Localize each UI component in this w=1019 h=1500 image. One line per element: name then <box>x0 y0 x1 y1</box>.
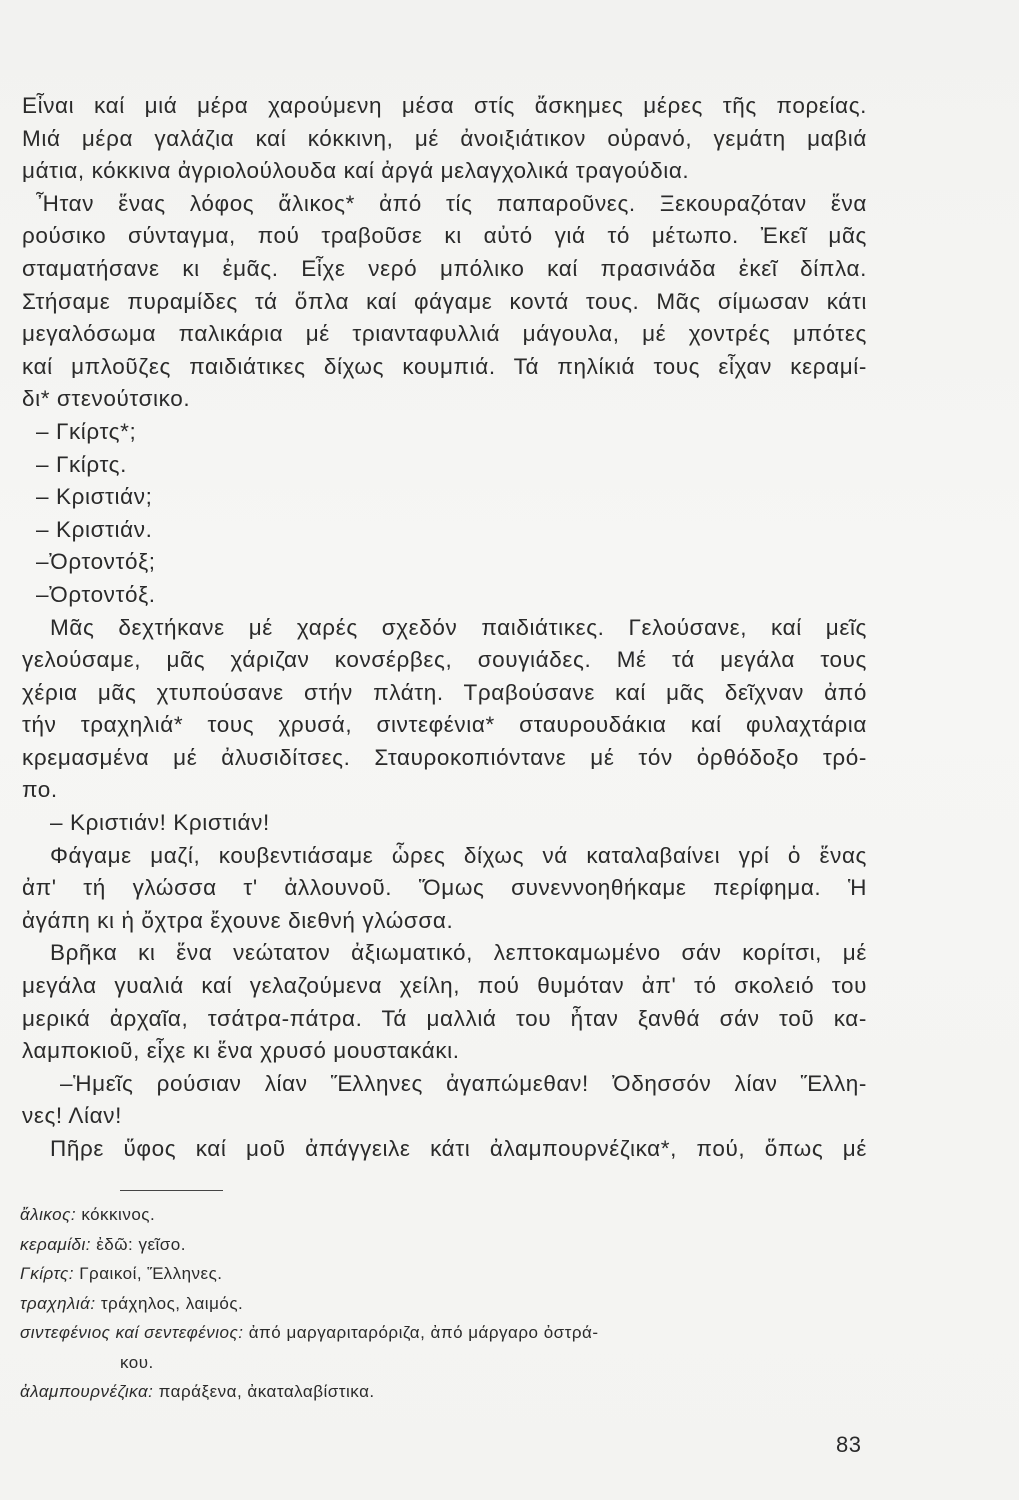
text-line: λαμποκιοῦ, εἶχε κι ἕνα χρυσό μουστακάκι. <box>22 1038 460 1064</box>
footnote-term: σιντεφένιος καί σεντεφένιος: <box>20 1323 244 1342</box>
footnote-continuation <box>20 1348 880 1378</box>
text-line: μερικά ἀρχαῖα, τσάτρα-πάτρα. Τά μαλλιά του ἦταν ξανθά σάν τοῦ κα- <box>22 1005 867 1031</box>
text-line: Πῆρε ὕφος καί μοῦ ἀπάγγειλε κάτι ἀλαμπουρνέζικα*, πού, ὅπως μέ <box>50 1136 867 1161</box>
footnote-term: κεραμίδι: <box>20 1234 91 1254</box>
text-line: μεγάλα γυαλιά καί γελαζούμενα χείλη, πού θυμόταν ἀπ' τό σκολειό του <box>22 973 867 999</box>
dialogue-line: –Ὀρτοντόξ. <box>36 581 156 607</box>
footnote-term: τραχηλιά: <box>20 1293 96 1313</box>
text-line: μεγαλόσωμα παλικάρια μέ τριανταφυλλιά μάγουλα, μέ χοντρές μπότες <box>22 321 867 347</box>
footnote <box>20 1230 880 1260</box>
text-line: ἀπ' τή γλώσσα τ' ἀλλουνοῦ. Ὅμως συνεννοηθήκαμε περίφημα. Ἡ <box>22 875 867 901</box>
footnote-term: ἀλαμπουρνέζικα: <box>20 1382 154 1401</box>
text-line: Μᾶς δεχτήκανε μέ χαρές σχεδόν παιδιάτικες. Γελούσανε, καί μεῖς <box>50 614 867 640</box>
text-line: Βρῆκα κι ἕνα νεώτατον ἀξιωματικό, λεπτοκαμωμένο σάν κορίτσι, μέ <box>50 940 867 966</box>
footnote-definition: κου. <box>120 1352 154 1372</box>
text-line: τήν τραχηλιά* τους χρυσά, σιντεφένια* σταυρουδάκια καί φυλαχτάρια <box>22 712 867 738</box>
page-number: 83 <box>836 1432 862 1457</box>
text-line: μάτια, κόκκινα ἀγριολούλουδα καί ἀργά μελαγχολικά τραγούδια. <box>22 158 690 184</box>
text-line: Μιά μέρα γαλάζια καί κόκκινη, μέ ἀνοιξιάτικον οὐρανό, γεμάτη μαβιά <box>22 125 867 151</box>
text-line: Εἶναι καί μιά μέρα χαρούμενη μέσα στίς ἄσκημες μέρες τῆς πορείας. <box>22 93 867 118</box>
footnote-definition: παράξενα, ἀκαταλαβίστικα. <box>158 1382 375 1401</box>
dialogue-line: – Κριστιάν; <box>36 484 153 510</box>
text-line: σταματήσανε κι ἐμᾶς. Εἶχε νερό μπόλικο καί πρασινάδα ἐκεῖ δίπλα. <box>22 255 867 281</box>
main-text <box>22 90 867 1166</box>
dialogue-line: – Γκίρτς. <box>36 451 127 477</box>
text-line: καί μπλοῦζες παιδιάτικες δίχως κουμπιά. Τά πηλίκιά τους εἶχαν κεραμί- <box>22 353 867 379</box>
dialogue-line: – Γκίρτς*; <box>36 418 137 444</box>
text-line: κρεμασμένα μέ ἀλυσιδίτσες. Σταυροκοπιόντανε μέ τόν ὀρθόδοξο τρό- <box>22 744 867 770</box>
dialogue-line: – Κριστιάν. <box>36 516 153 542</box>
dialogue-line: –Ὀρτοντόξ; <box>36 549 156 575</box>
footnote <box>20 1200 880 1230</box>
text-line: Ἦταν ἕνας λόφος ἄλικος* ἀπό τίς παπαροῦνες. Ξεκουραζόταν ἕνα <box>36 190 867 216</box>
footnote <box>20 1289 880 1319</box>
footnote <box>20 1318 880 1348</box>
footnote-definition: Γραικοί, Ἕλληνες. <box>79 1264 223 1283</box>
text-line: χέρια μᾶς χτυπούσανε στήν πλάτη. Τραβούσανε καί μᾶς δεῖχναν ἀπό <box>22 679 867 705</box>
footnote <box>20 1377 880 1407</box>
text-line: ρούσικο σύνταγμα, πού τραβοῦσε κι αὐτό γιά τό μέτωπο. Ἐκεῖ μᾶς <box>22 223 867 249</box>
footnote-term: Γκίρτς: <box>20 1264 74 1283</box>
footnote-divider <box>120 1190 223 1191</box>
footnote-definition: ἐδῶ: γεῖσο. <box>96 1234 186 1254</box>
footnote-definition: κόκκινος. <box>81 1205 156 1224</box>
text-line: ἀγάπη κι ἡ ὄχτρα ἔχουνε διεθνή γλώσσα. <box>22 907 454 933</box>
footnote-definition: ἀπό μαργαριταρόριζα, ἀπό μάργαρο ὀστρά- <box>248 1323 599 1342</box>
footnote-definition: τράχηλος, λαιμός. <box>100 1293 244 1313</box>
text-line: Στήσαμε πυραμίδες τά ὅπλα καί φάγαμε κοντά τους. Μᾶς σίμωσαν κάτι <box>22 288 867 314</box>
text-line: δι* στενούτσικο. <box>22 386 191 412</box>
text-line: Φάγαμε μαζί, κουβεντιάσαμε ὧρες δίχως νά καταλαβαίνει γρί ὁ ἕνας <box>50 842 867 868</box>
footnote <box>20 1259 880 1289</box>
text-line: νες! Λίαν! <box>22 1103 122 1129</box>
text-line: γελούσαμε, μᾶς χάριζαν κονσέρβες, σουγιάδες. Μέ τά μεγάλα τους <box>22 647 867 673</box>
dialogue-line: –Ἡμεῖς ρούσιαν λίαν Ἕλληνες ἀγαπώμεθαν! Ὀδησσόν λίαν Ἕλλη- <box>60 1070 867 1096</box>
text-line: πο. <box>22 777 58 803</box>
dialogue-line: – Κριστιάν! Κριστιάν! <box>50 810 270 836</box>
footnote-term: ἄλικος: <box>20 1205 77 1224</box>
footnotes <box>20 1200 880 1407</box>
